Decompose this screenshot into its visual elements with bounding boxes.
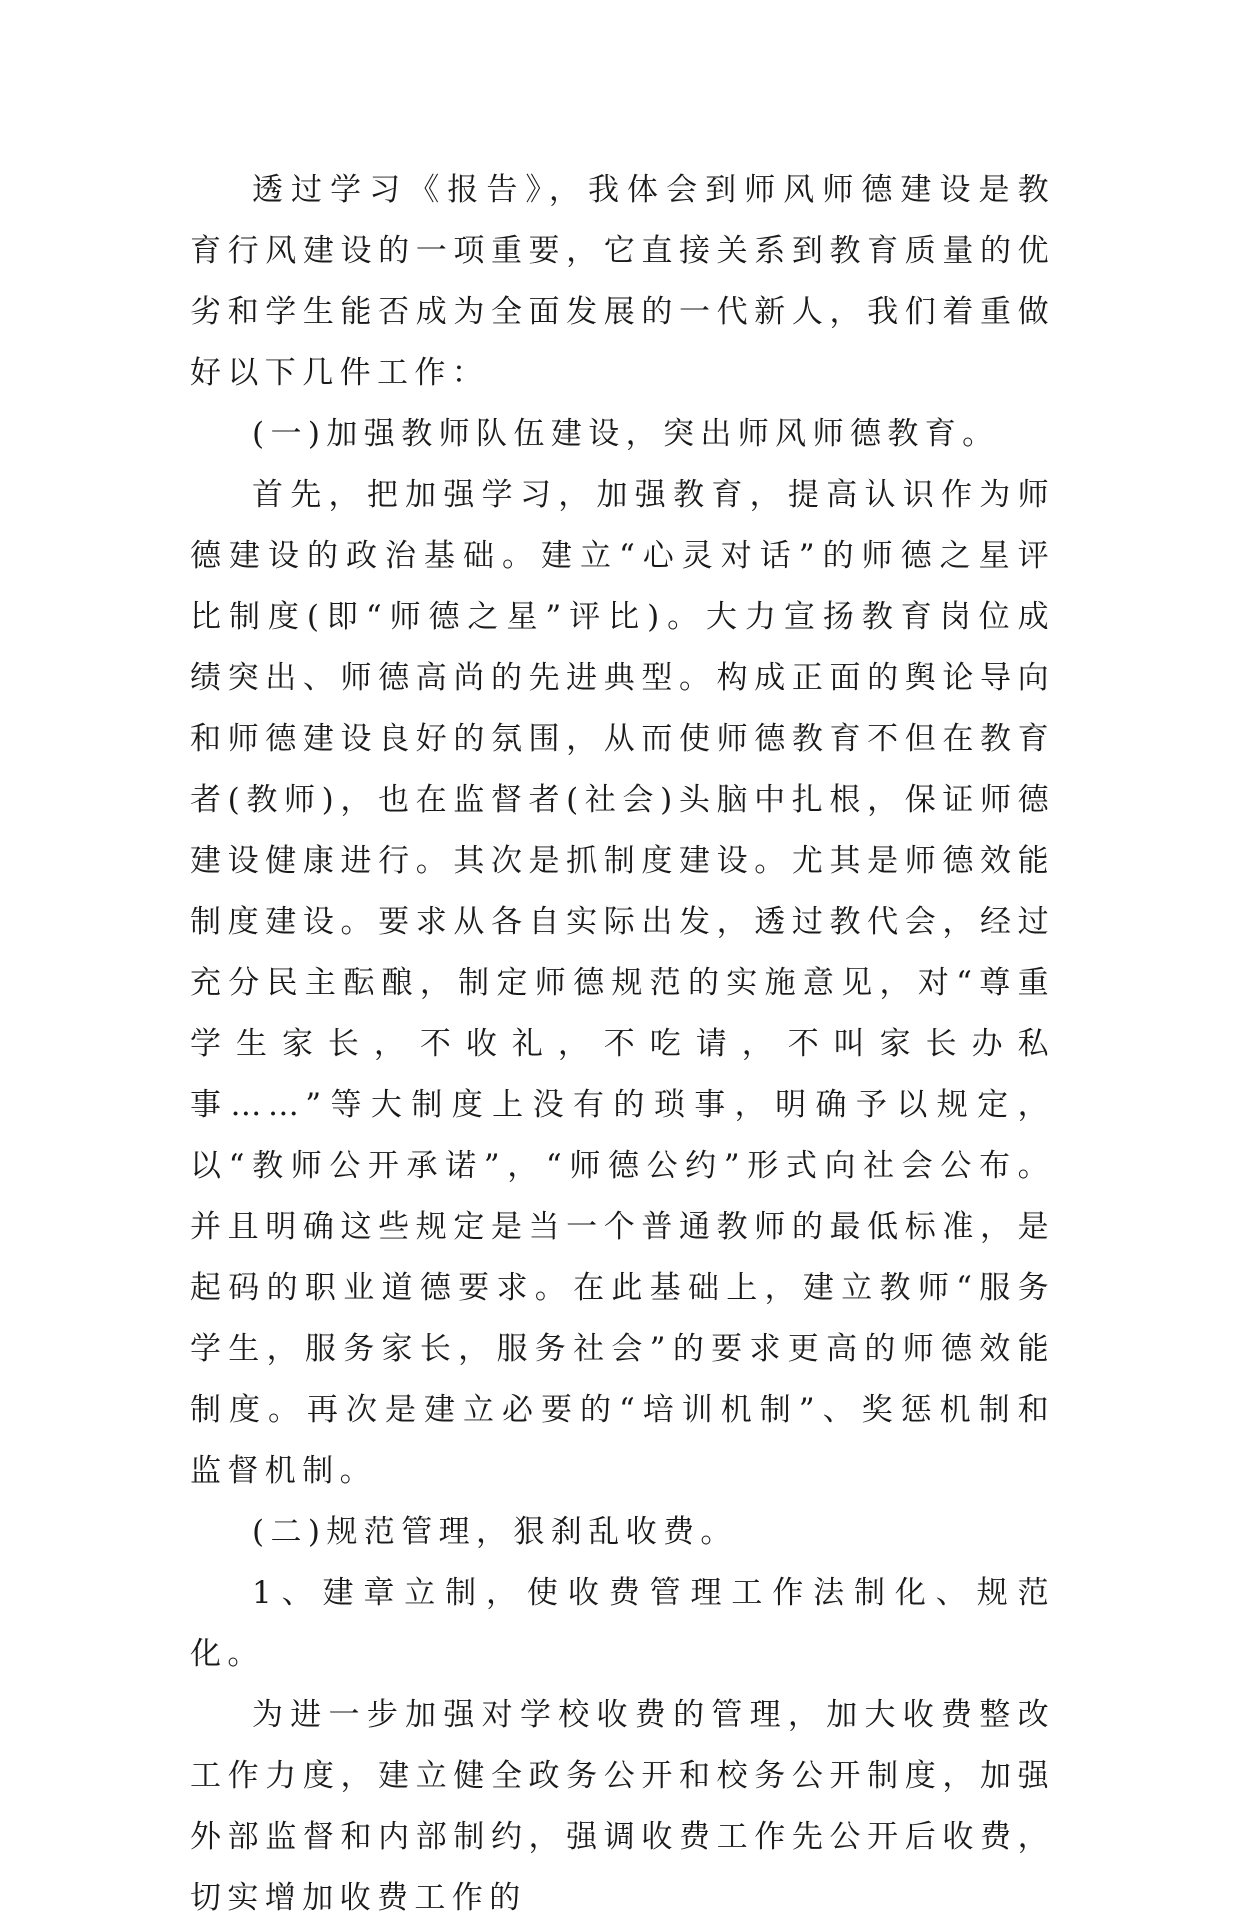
subsection-heading-1: 1、建章立制，使收费管理工作法制化、规范化。 bbox=[190, 1575, 1055, 1672]
paragraph-intro: 透过学习《报告》，我体会到师风师德建设是教育行风建设的一项重要，它直接关系到教育质量的优劣和学生能否成为全面发展的一代新人，我们着重做好以下几件工作： bbox=[190, 172, 1055, 391]
paragraph-teacher-ethics: 首先，把加强学习，加强教育，提高认识作为师德建设的政治基础。建立“心灵对话”的师德之星评比制度(即“师德之星”评比)。大力宣扬教育岗位成绩突出、师德高尚的先进典型。构成正面的舆论导向和师德建设良好的氛围，从而使师德教育不但在教育者(教师)，也在监督者(社会)头脑中扎根，保证师德建设健康进行。其次是抓制度建设。尤其是师德效能制度建设。要求从各自实际出发，透过教代会，经过充分民主酝酿，制定师德规范的实施意见，对“尊重学生家长，不收礼，不吃请，不叫家长办私事……”等大制度上没有的琐事，明确予以规定，以“教师公开承诺”，“师德公约”形式向社会公布。并且明确这些规定是当一个普通教师的最低标准，是起码的职业道德要求。在此基础上，建立教师“服务学生，服务家长，服务社会”的要求更高的师德效能制度。再次是建立必要的“培训机制”、奖惩机制和监督机制。 bbox=[190, 477, 1055, 1489]
paragraph-fee-management: 为进一步加强对学校收费的管理，加大收费整改工作力度，建立健全政务公开和校务公开制度，加强外部监督和内部制约，强调收费工作先公开后收费，切实增加收费工作的 bbox=[190, 1697, 1055, 1916]
document-body bbox=[190, 160, 1055, 1929]
section-heading-2: (二)规范管理，狠刹乱收费。 bbox=[252, 1514, 738, 1550]
section-heading-1: (一)加强教师队伍建设，突出师风师德教育。 bbox=[252, 416, 1000, 452]
